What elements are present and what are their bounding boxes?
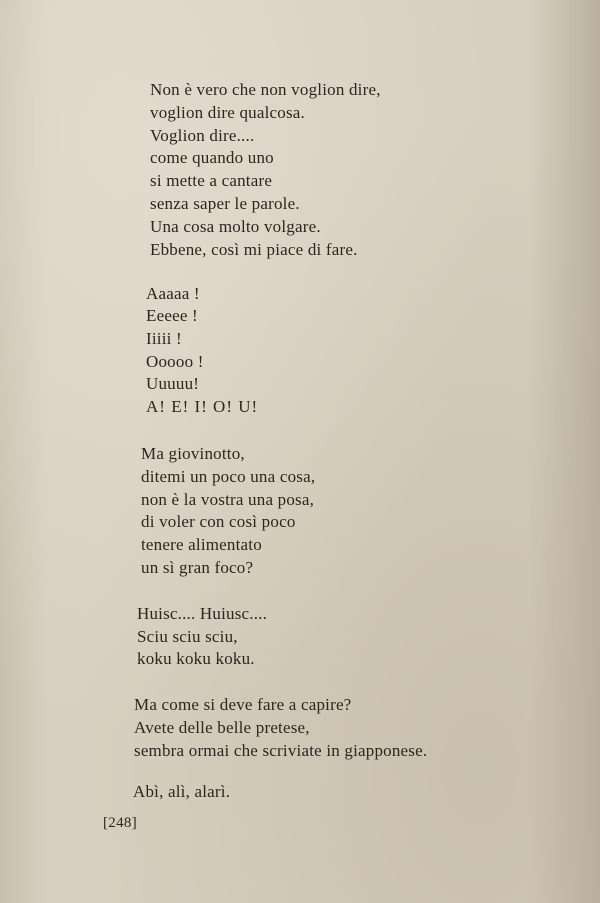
page-number: [248] — [103, 815, 137, 831]
poem-line: si mette a cantare — [150, 171, 273, 190]
poem-line: non è la vostra una posa, — [141, 490, 315, 509]
poem-line: Sciu sciu sciu, — [137, 627, 238, 646]
poem-line: un sì gran foco? — [141, 558, 254, 577]
poem-line: Una cosa molto volgare. — [150, 217, 321, 236]
poem-line: Eeeee ! — [146, 306, 198, 325]
poem-line: Ebbene, così mi piace di fare. — [150, 240, 358, 259]
poem-line: Ooooo ! — [146, 352, 204, 371]
poem-line: Aaaaa ! — [146, 284, 200, 303]
poem-line: Voglion dire.... — [150, 126, 255, 145]
poem-line: senza saper le parole. — [150, 194, 300, 213]
poem-line: Ma come si deve fare a capire? — [134, 695, 352, 714]
poem-line: Huisc.... Huiusc.... — [137, 604, 268, 623]
poem-line: Non è vero che non voglion dire, — [150, 80, 381, 99]
poem-line: Uuuuu! — [146, 374, 200, 393]
poem-line: Abì, alì, alarì. — [133, 782, 231, 801]
poem-line: Avete delle belle pretese, — [134, 718, 310, 737]
poem-line: Ma giovinotto, — [141, 444, 245, 463]
poem-line: tenere alimentato — [141, 535, 262, 554]
poem-line: ditemi un poco una cosa, — [141, 467, 316, 486]
poem-line: koku koku koku. — [137, 649, 255, 668]
poem-line: Iiiii ! — [146, 329, 182, 348]
poem-line: A! E! I! O! U! — [146, 397, 259, 416]
poem-line: come quando uno — [150, 148, 274, 167]
poem-line: di voler con così poco — [141, 512, 296, 531]
poem-line: sembra ormai che scriviate in giapponese. — [134, 741, 428, 760]
poem-line: voglion dire qualcosa. — [150, 103, 306, 122]
